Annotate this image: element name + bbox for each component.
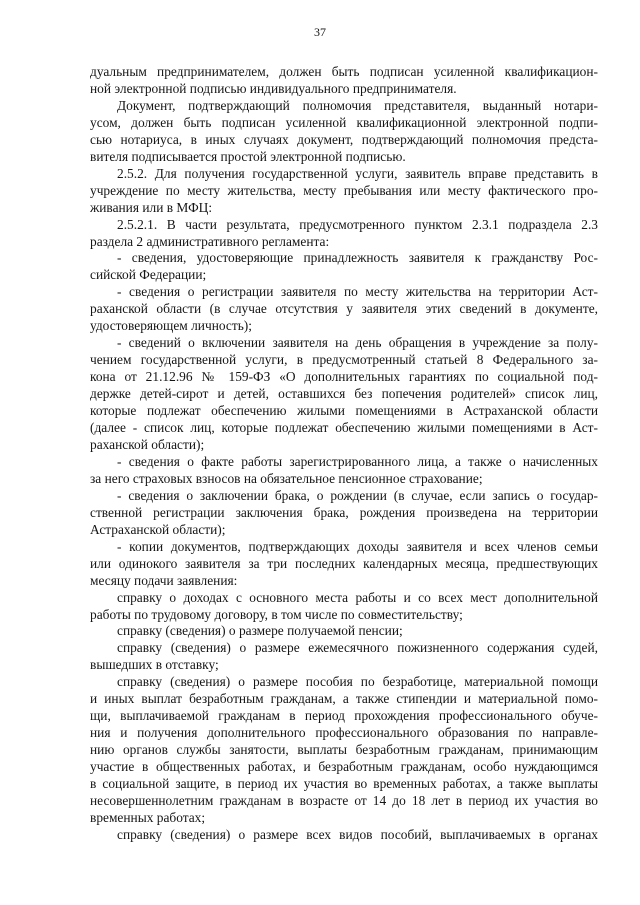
text-line: вителя подписывается простой электронной подписью. bbox=[90, 148, 406, 164]
text-line: - сведения, удостоверяющие принадлежность заявителя к гражданству Рос- bbox=[117, 250, 598, 266]
text-line: раханской области (в случае отсутствия у заявителя этих сведений в документе, bbox=[90, 301, 598, 317]
text-line: держке детей-сирот и детей, оставшихся без попечения родителей» список лиц, bbox=[90, 386, 598, 402]
text-line: ственной регистрации заключения брака, рождения произведена на территории bbox=[90, 504, 598, 520]
text-line: - сведений о включении заявителя на день обращения в учреждение за полу- bbox=[117, 335, 598, 351]
text-line: ния и получения дополнительного профессионального образования по направле- bbox=[90, 725, 598, 741]
text-line: месяцу подачи заявления: bbox=[90, 572, 238, 588]
text-line: - сведения о регистрации заявителя по месту жительства на территории Аст- bbox=[117, 284, 598, 300]
text-line: ной электронной подписью индивидуального предпринимателя. bbox=[90, 80, 457, 96]
text-line: справку о доходах с основного места работы и со всех мест дополнительной bbox=[117, 589, 598, 605]
text-line: дуальным предпринимателем, должен быть подписан усиленной квалификацион- bbox=[90, 64, 598, 79]
page-number: 37 bbox=[314, 25, 326, 39]
text-line: временных работах; bbox=[90, 809, 206, 825]
text-line: работы по трудовому договору, в том числе по совместительству; bbox=[90, 606, 463, 622]
text-line: и иных выплат безработным гражданам, а также стипендии и материальной помо- bbox=[90, 691, 598, 707]
text-line: справку (сведения) о размере ежемесячного пожизненного содержания судей, bbox=[117, 640, 598, 656]
text-line: несовершеннолетним гражданам в возрасте от 14 до 18 лет в период их участия во bbox=[90, 792, 598, 808]
text-line: кона от 21.12.96 № 159-ФЗ «О дополнительных гарантиях по социальной под- bbox=[90, 369, 598, 385]
text-line: Документ, подтверждающий полномочия представителя, выданный нотари- bbox=[117, 97, 598, 113]
text-line: сийской Федерации; bbox=[90, 267, 207, 283]
text-line: усом, должен быть подписан усиленной квалификационной электронной подпи- bbox=[90, 114, 598, 130]
text-line: справку (сведения) о размере всех видов пособий, выплачиваемых в органах bbox=[117, 826, 598, 842]
text-line: щи, выплачиваемой гражданам в период прохождения профессионального обуче- bbox=[90, 708, 598, 724]
text-line: удостоверяющем личность); bbox=[90, 318, 252, 334]
text-line: в социальной защите, в период их участия во временных работах, а также выплаты bbox=[90, 776, 598, 792]
text-line: 2.5.2. Для получения государственной услуги, заявитель вправе представить в bbox=[117, 165, 598, 181]
text-line: нию органов службы занятости, выплаты безработным гражданам, принимающим bbox=[90, 742, 598, 758]
document-body bbox=[90, 64, 598, 844]
text-line: сью нотариуса, в иных случаях документ, подтверждающий полномочия предста- bbox=[90, 131, 598, 147]
text-line: справку (сведения) о размере получаемой пенсии; bbox=[117, 623, 403, 639]
text-line: - сведения о заключении брака, о рождении (в случае, если запись о государ- bbox=[117, 487, 598, 503]
text-line: раханской области); bbox=[90, 436, 205, 452]
text-line: участие в общественных работах, и безработным гражданам, особо нуждающимся bbox=[90, 759, 598, 775]
text-line: Астраханской области); bbox=[90, 521, 226, 537]
text-line: которые подлежат обеспечению жилыми помещениями в Астраханской области bbox=[90, 403, 598, 419]
text-line: (далее - список лиц, которые подлежат обеспечению жилыми помещениями в Аст- bbox=[90, 420, 598, 436]
text-line: живания или в МФЦ: bbox=[90, 199, 213, 215]
text-line: за него страховых взносов на обязательное пенсионное страхование; bbox=[90, 470, 483, 486]
text-line: справку (сведения) о размере пособия по безработице, материальной помощи bbox=[117, 674, 598, 690]
text-line: учреждение по месту жительства, месту пребывания или месту фактического про- bbox=[90, 182, 598, 198]
text-line: - сведения о факте работы зарегистрированного лица, а также о начисленных bbox=[117, 453, 598, 469]
text-line: 2.5.2.1. В части результата, предусмотренного пунктом 2.3.1 подраздела 2.3 bbox=[117, 216, 598, 232]
text-line: - копии документов, подтверждающих доходы заявителя и всех членов семьи bbox=[117, 538, 598, 554]
text-line: чением государственной услуги, в предусмотренный статьей 8 Федерального за- bbox=[90, 352, 598, 368]
text-line: раздела 2 административного регламента: bbox=[90, 233, 330, 249]
text-line: или одинокого заявителя за три последних календарных месяца, предшествующих bbox=[90, 555, 598, 571]
text-line: вышедших в отставку; bbox=[90, 657, 219, 673]
